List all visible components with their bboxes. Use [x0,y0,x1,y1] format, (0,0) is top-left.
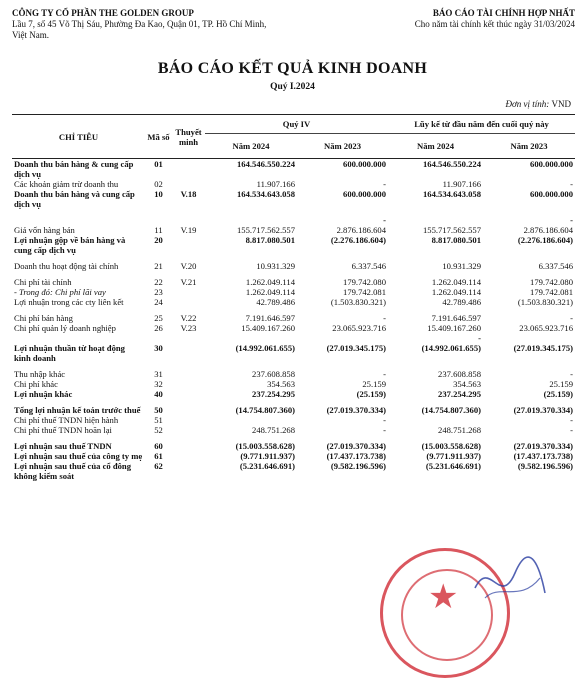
row-ytd-2023: 23.065.923.716 [519,323,573,333]
row-q-2023: - [383,313,386,323]
table-row [12,451,575,461]
row-ytd-2023: (1.503.830.321) [517,297,573,307]
row-q-2023: (27.019.345.175) [326,343,386,353]
row-note [172,405,205,415]
row-ytd-2023: (25.159) [543,389,573,399]
row-code: 01 [154,159,163,169]
row-q-2023: - [383,415,386,425]
col-header-group-ytd: Lũy kế từ đầu năm đến cuối quý này [388,115,575,134]
row-label [12,215,145,225]
row-note [172,235,205,255]
table-row [12,441,575,451]
row-ytd-2023: 179.742.080 [530,277,573,287]
row-ytd-2023: 6.337.546 [538,261,573,271]
row-q-2023: 25.159 [362,379,386,389]
row-q-2023: (2.276.186.604) [330,235,386,245]
row-code: 40 [154,389,163,399]
row-q-2024: 15.409.167.260 [241,323,295,333]
row-ytd-2024: 164.546.550.224 [422,159,481,169]
table-row [12,277,575,287]
row-label: Lợi nhuận sau thuế của công ty mẹ [14,451,143,461]
row-label: Lợi nhuận trong các cty liên kết [14,297,124,307]
row-ytd-2024: (15.003.558.628) [421,441,481,451]
row-q-2024: 237.254.295 [252,389,295,399]
row-note [172,389,205,399]
row-label: Giá vốn hàng bán [14,225,75,235]
row-note: V.23 [180,323,197,333]
row-q-2023: 6.337.546 [351,261,386,271]
row-ytd-2023: 179.742.081 [530,287,573,297]
row-q-2023: 2.876.186.604 [336,225,386,235]
row-q-2024: 8.817.080.501 [245,235,295,245]
signature-icon [470,548,550,618]
col-header-group-quarter: Quý IV [205,115,388,134]
row-code: 21 [154,261,163,271]
report-type: BÁO CÁO TÀI CHÍNH HỢP NHẤT [432,8,575,18]
row-code: 31 [154,369,163,379]
col-header-q-2023: Năm 2023 [297,134,388,159]
row-ytd-2024 [388,415,483,425]
row-q-2024 [205,333,297,343]
row-ytd-2023 [483,333,575,343]
row-code [145,215,172,225]
row-q-2023: (27.019.370.334) [326,441,386,451]
row-ytd-2024: (14.992.061.655) [421,343,481,353]
row-q-2024 [205,415,297,425]
row-note [172,415,205,425]
table-row [12,189,575,209]
unit-label [505,99,571,109]
row-q-2024: (14.754.807.360) [235,405,295,415]
row-q-2024: 11.907.166 [256,179,295,189]
row-ytd-2024: 164.534.643.058 [422,189,481,199]
unit-label-text: Đơn vị tính: [505,99,550,109]
row-ytd-2024: 155.717.562.557 [422,225,481,235]
row-note [172,379,205,389]
row-q-2024 [205,215,297,225]
row-q-2024: 1.262.049.114 [245,287,295,297]
seal-star-icon: ★ [428,579,459,616]
row-ytd-2024: 237.608.858 [438,369,481,379]
row-note [172,343,205,363]
row-label: Doanh thu hoạt động tài chính [14,261,119,271]
row-code: 51 [154,415,163,425]
row-ytd-2023: - [570,313,573,323]
table-row [12,415,575,425]
row-note [172,333,205,343]
row-ytd-2023: (27.019.370.334) [513,441,573,451]
col-header-ytd-2023: Năm 2023 [483,134,575,159]
row-q-2024: 164.534.643.058 [236,189,295,199]
row-ytd-2024: (5.231.646.691) [425,461,481,471]
row-ytd-2024: 1.262.049.114 [431,287,481,297]
table-row [12,333,575,343]
col-header-thuyet-minh: Thuyết minh [172,115,205,159]
row-ytd-2023: (2.276.186.604) [517,235,573,245]
row-code: 24 [154,297,163,307]
row-q-2024: 164.546.550.224 [236,159,295,169]
row-q-2024: (15.003.558.628) [235,441,295,451]
row-ytd-2024: 11.907.166 [442,179,481,189]
row-label: Chi phí thuế TNDN hoãn lại [14,425,112,435]
row-code: 26 [154,323,163,333]
row-note [172,179,205,189]
row-q-2024: 7.191.646.597 [245,313,295,323]
row-note: V.21 [180,277,197,287]
row-q-2024: (9.771.911.937) [240,451,295,461]
row-q-2024: 237.608.858 [252,369,295,379]
table-row [12,461,575,481]
address-line-1: Lầu 7, số 45 Võ Thị Sáu, Phường Đa Kao, Quận 01, TP. Hồ Chí Minh, [12,19,267,29]
row-ytd-2023: (27.019.370.334) [513,405,573,415]
row-label: Lợi nhuận khác [14,389,73,399]
table-row [12,389,575,399]
row-ytd-2024: 42.789.486 [442,297,481,307]
col-header-chi-tieu: CHỈ TIÊU [12,115,145,159]
row-label: Chi phí bán hàng [14,313,73,323]
row-ytd-2023: (27.019.345.175) [513,343,573,353]
row-label: Doanh thu bán hàng và cung cấp dịch vụ [14,189,135,209]
row-ytd-2023: - [570,179,573,189]
row-q-2023: - [383,369,386,379]
row-ytd-2024: 15.409.167.260 [427,323,481,333]
row-q-2023: - [383,425,386,435]
table-row [12,225,575,235]
row-note: V.22 [180,313,197,323]
row-ytd-2024 [388,215,483,225]
row-code: 11 [154,225,163,235]
row-ytd-2024: 8.817.080.501 [431,235,481,245]
row-q-2023: 600.000.000 [343,189,386,199]
row-q-2023: - [383,179,386,189]
row-q-2023: 23.065.923.716 [332,323,386,333]
table-row [12,261,575,271]
report-subtitle: Quý I.2024 [270,82,315,92]
row-q-2024: (14.992.061.655) [235,343,295,353]
row-ytd-2023: 600.000.000 [530,159,573,169]
row-code: 25 [154,313,163,323]
row-label: Lợi nhuận sau thuế của cổ đông không kiểm soát [14,461,131,481]
row-q-2023: (9.582.196.596) [330,461,386,471]
col-header-ma-so: Mã số [145,115,172,159]
row-note [172,441,205,451]
row-q-2023: (1.503.830.321) [330,297,386,307]
row-q-2023: 600.000.000 [343,159,386,169]
row-ytd-2023: 600.000.000 [530,189,573,199]
row-ytd-2024: - [478,333,481,343]
row-label [12,333,145,343]
company-name: CÔNG TY CỔ PHẦN THE GOLDEN GROUP [12,8,194,18]
row-note [172,369,205,379]
col-header-q-2024: Năm 2024 [205,134,297,159]
row-q-2023: (17.437.173.738) [326,451,386,461]
table-row [12,159,575,180]
row-code: 62 [154,461,163,471]
row-q-2024: 42.789.486 [256,297,295,307]
row-code: 23 [154,287,163,297]
row-ytd-2024: 237.254.295 [438,389,481,399]
row-q-2024: 354.563 [267,379,295,389]
table-row [12,287,575,297]
table-row [12,425,575,435]
row-q-2024: 248.751.268 [252,425,295,435]
table-row [12,405,575,415]
row-ytd-2024: (14.754.807.360) [421,405,481,415]
row-label: Chi phí tài chính [14,277,72,287]
table-row [12,369,575,379]
row-label: Lợi nhuận gộp về bán hàng và cung cấp dịch vụ [14,235,126,255]
row-q-2023 [297,333,388,343]
row-note [172,461,205,481]
period-note: Cho năm tài chính kết thúc ngày 31/03/2024 [414,19,575,29]
row-ytd-2024: 1.262.049.114 [431,277,481,287]
row-ytd-2023: - [570,215,573,225]
row-label: Chi phí khác [14,379,58,389]
row-ytd-2023: - [570,425,573,435]
row-ytd-2023: - [570,415,573,425]
row-ytd-2023: - [570,369,573,379]
row-code: 20 [154,235,163,245]
header-right [325,8,575,30]
row-ytd-2024: 248.751.268 [438,425,481,435]
income-statement-table [12,114,575,481]
header-left [12,8,342,41]
row-code: 32 [154,379,163,389]
row-ytd-2023: 25.159 [549,379,573,389]
row-q-2023: (25.159) [356,389,386,399]
row-note [172,425,205,435]
row-q-2023: (27.019.370.334) [326,405,386,415]
table-row [12,323,575,333]
row-label: - Trong đó: Chi phí lãi vay [14,287,106,297]
table-row [12,297,575,307]
row-label: Doanh thu bán hàng & cung cấp dịch vụ [14,159,134,179]
unit-value: VND [551,99,571,109]
address-line-2: Việt Nam. [12,30,49,40]
row-ytd-2024: 7.191.646.597 [431,313,481,323]
row-code: 52 [154,425,163,435]
row-q-2023: 179.742.081 [343,287,386,297]
row-label: Các khoản giảm trừ doanh thu [14,179,119,189]
row-note [172,451,205,461]
row-ytd-2024: 354.563 [453,379,481,389]
row-ytd-2023: 2.876.186.604 [523,225,573,235]
row-ytd-2023: (17.437.173.738) [513,451,573,461]
row-note [172,287,205,297]
table-row [12,343,575,363]
row-ytd-2024: 10.931.329 [442,261,481,271]
row-code: 60 [154,441,163,451]
table-row [12,313,575,323]
row-code: 22 [154,277,163,287]
row-label: Thu nhập khác [14,369,66,379]
table-row [12,179,575,189]
row-note: V.19 [180,225,197,235]
row-code [145,333,172,343]
table-row [12,379,575,389]
table-row [12,235,575,255]
row-q-2023: - [383,215,386,225]
row-note [172,159,205,180]
row-q-2024: 155.717.562.557 [236,225,295,235]
row-label: Chi phí thuế TNDN hiện hành [14,415,119,425]
row-note: V.18 [180,189,197,199]
row-label: Lợi nhuận thuần từ hoạt động kinh doanh [14,343,125,363]
row-q-2024: 1.262.049.114 [245,277,295,287]
row-q-2024: 10.931.329 [256,261,295,271]
row-q-2024: (5.231.646.691) [239,461,295,471]
row-code: 50 [154,405,163,415]
row-q-2023: 179.742.080 [343,277,386,287]
row-note [172,215,205,225]
row-code: 10 [154,189,163,199]
row-code: 61 [154,451,163,461]
table-body [12,159,575,482]
row-note [172,297,205,307]
report-title: BÁO CÁO KẾT QUẢ KINH DOANH [157,60,428,77]
row-code: 30 [154,343,163,353]
table-row [12,215,575,225]
row-note: V.20 [180,261,197,271]
row-label: Chi phí quản lý doanh nghiệp [14,323,116,333]
col-header-ytd-2024: Năm 2024 [388,134,483,159]
row-ytd-2024: (9.771.911.937) [426,451,481,461]
row-ytd-2023: (9.582.196.596) [517,461,573,471]
row-label: Tổng lợi nhuận kế toán trước thuế [14,405,141,415]
row-code: 02 [154,179,163,189]
row-label: Lợi nhuận sau thuế TNDN [14,441,112,451]
